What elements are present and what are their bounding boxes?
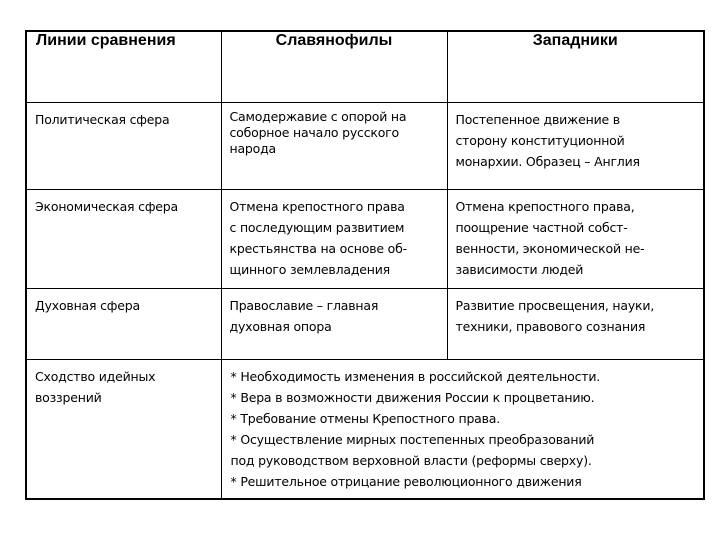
cell-line: поощрение частной собст- bbox=[455, 220, 628, 235]
row-label-text: воззрений bbox=[35, 390, 102, 405]
row-label-text: Политическая сфера bbox=[35, 112, 170, 127]
similarity-point: * Осуществление мирных постепенных преобразований bbox=[230, 432, 595, 447]
similarity-point: * Требование отмены Крепостного права. bbox=[230, 411, 501, 426]
header-slavophiles: Славянофилы bbox=[221, 31, 447, 103]
similarity-point: * Решительное отрицание революционного движения bbox=[230, 474, 582, 489]
cell-line: Самодержавие с опорой на bbox=[229, 109, 407, 124]
table-row-economic bbox=[26, 190, 704, 289]
comparison-table bbox=[25, 30, 705, 500]
cell-line: Постепенное движение в bbox=[455, 112, 620, 127]
table-row-similarity bbox=[26, 360, 704, 500]
westerners-cell bbox=[447, 103, 704, 190]
row-label bbox=[26, 103, 221, 190]
row-label bbox=[26, 190, 221, 289]
cell-line: народа bbox=[229, 141, 277, 156]
westerners-cell bbox=[447, 289, 704, 360]
cell-line: венности, экономической не- bbox=[455, 241, 645, 256]
cell-line: Отмена крепостного права, bbox=[455, 199, 635, 214]
cell-line: техники, правового сознания bbox=[455, 319, 646, 334]
cell-line: с последующим развитием bbox=[229, 220, 405, 235]
row-label bbox=[26, 360, 221, 500]
westerners-cell bbox=[447, 190, 704, 289]
cell-line: соборное начало русского bbox=[229, 125, 399, 140]
cell-line: зависимости людей bbox=[455, 262, 584, 277]
similarity-point: * Вера в возможности движения России к процветанию. bbox=[230, 390, 595, 405]
cell-line: монархии. Образец – Англия bbox=[455, 154, 640, 169]
row-label-text: Сходство идейных bbox=[35, 369, 156, 384]
cell-line: крестьянства на основе об- bbox=[229, 241, 407, 256]
row-label-text: Духовная сфера bbox=[35, 298, 140, 313]
cell-line: щинного землевладения bbox=[229, 262, 390, 277]
table-row-political bbox=[26, 103, 704, 190]
table-row-spiritual bbox=[26, 289, 704, 360]
similarity-point: * Необходимость изменения в российской деятельности. bbox=[230, 369, 601, 384]
cell-line: сторону конституционной bbox=[455, 133, 625, 148]
slavophiles-cell bbox=[221, 289, 447, 360]
cell-line: Отмена крепостного права bbox=[229, 199, 405, 214]
similarity-cell bbox=[221, 360, 704, 500]
row-label bbox=[26, 289, 221, 360]
cell-line: Развитие просвещения, науки, bbox=[455, 298, 655, 313]
similarity-point: под руководством верховной власти (реформы сверху). bbox=[230, 453, 592, 468]
slavophiles-cell bbox=[221, 190, 447, 289]
header-comparison-lines: Линии сравнения bbox=[26, 31, 221, 103]
row-label-text: Экономическая сфера bbox=[35, 199, 178, 214]
slavophiles-cell bbox=[221, 103, 447, 190]
header-row bbox=[26, 31, 704, 103]
header-westerners: Западники bbox=[447, 31, 704, 103]
cell-line: духовная опора bbox=[229, 319, 332, 334]
cell-line: Православие – главная bbox=[229, 298, 379, 313]
